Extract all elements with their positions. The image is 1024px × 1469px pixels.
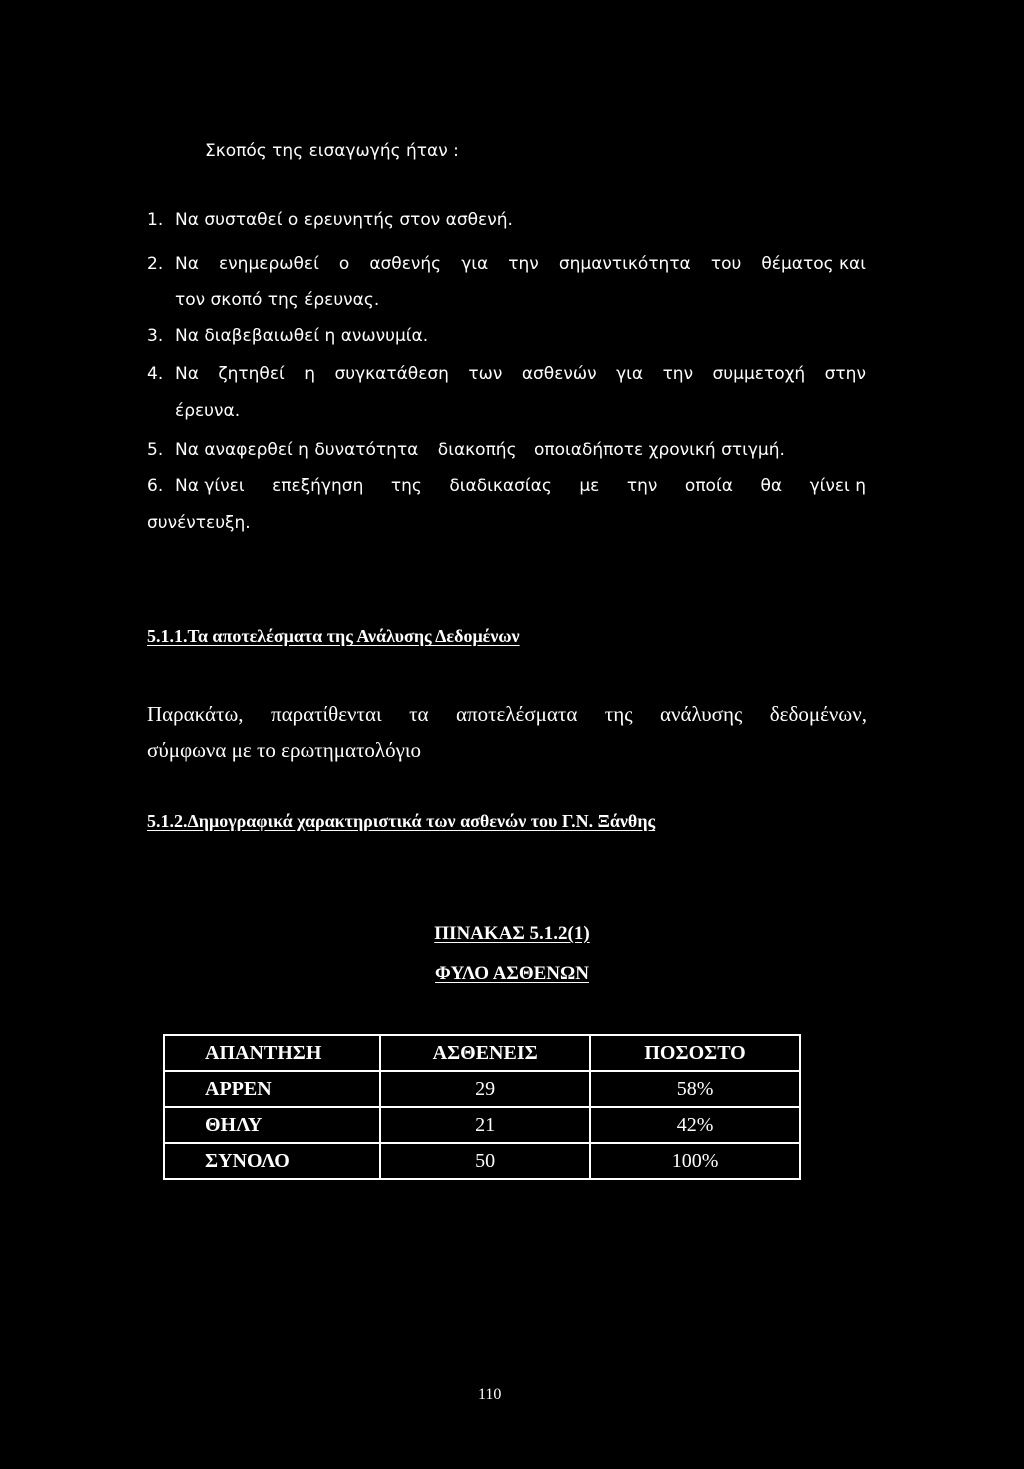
- table-header-row: [164, 1035, 800, 1071]
- table-row: [164, 1071, 800, 1107]
- list-item-text: Να αναφερθεί η δυνατότητα διακοπής οποιαδήποτε χρονική στιγμή.: [175, 440, 785, 460]
- intro-title: Σκοπός της εισαγωγής ήταν :: [205, 141, 459, 161]
- table-cell: ΘΗΛΥ: [164, 1107, 380, 1143]
- table-cell: 21: [380, 1107, 590, 1143]
- list-number: 1.: [147, 210, 164, 230]
- list-number: 4.: [147, 364, 164, 384]
- table-cell: 100%: [590, 1143, 800, 1179]
- list-item-text: Να γίνει επεξήγηση της διαδικασίας με την οποία θα γίνει η: [175, 476, 866, 496]
- table-cell: 42%: [590, 1107, 800, 1143]
- table-row: [164, 1143, 800, 1179]
- column-header: ΑΣΘΕΝΕΙΣ: [380, 1035, 590, 1071]
- list-item-text: Να ζητηθεί η συγκατάθεση των ασθενών για την συμμετοχή στην: [175, 364, 866, 384]
- list-item-continuation: τον σκοπό της έρευνας.: [175, 290, 380, 310]
- table-row: [164, 1107, 800, 1143]
- column-header: ΑΠΑΝΤΗΣΗ: [164, 1035, 380, 1071]
- list-item-text: Να ενημερωθεί ο ασθενής για την σημαντικότητα του θέματος και: [175, 254, 866, 274]
- list-item-continuation: συνέντευξη.: [147, 513, 251, 533]
- table-cell: 29: [380, 1071, 590, 1107]
- table-cell: 50: [380, 1143, 590, 1179]
- section-heading: 5.1.2.Δημογραφικά χαρακτηριστικά των ασθενών του Γ.Ν. Ξάνθης: [147, 811, 656, 831]
- table-title: ΠΙΝΑΚΑΣ 5.1.2(1): [434, 923, 590, 944]
- data-table: [163, 1034, 801, 1180]
- table-subtitle: ΦΥΛΟ ΑΣΘΕΝΩΝ: [435, 963, 589, 984]
- paragraph-line: Παρακάτω, παρατίθενται τα αποτελέσματα της ανάλυσης δεδομένων,: [147, 702, 867, 726]
- list-number: 3.: [147, 326, 164, 346]
- section-heading: 5.1.1.Τα αποτελέσματα της Ανάλυσης Δεδομένων: [147, 626, 520, 646]
- list-item-text: Να συσταθεί ο ερευνητής στον ασθενή.: [175, 210, 513, 230]
- list-number: 2.: [147, 254, 164, 274]
- table-cell: ΑΡΡΕΝ: [164, 1071, 380, 1107]
- list-item-continuation: έρευνα.: [175, 401, 241, 421]
- table-cell: 58%: [590, 1071, 800, 1107]
- table-cell: ΣΥΝΟΛΟ: [164, 1143, 380, 1179]
- list-number: 6.: [147, 476, 164, 496]
- paragraph-line: σύμφωνα με το ερωτηματολόγιο: [147, 738, 422, 762]
- list-number: 5.: [147, 440, 164, 460]
- list-item-text: Να διαβεβαιωθεί η ανωνυμία.: [175, 326, 429, 346]
- column-header: ΠΟΣΟΣΤΟ: [590, 1035, 800, 1071]
- page-number: 110: [478, 1386, 502, 1403]
